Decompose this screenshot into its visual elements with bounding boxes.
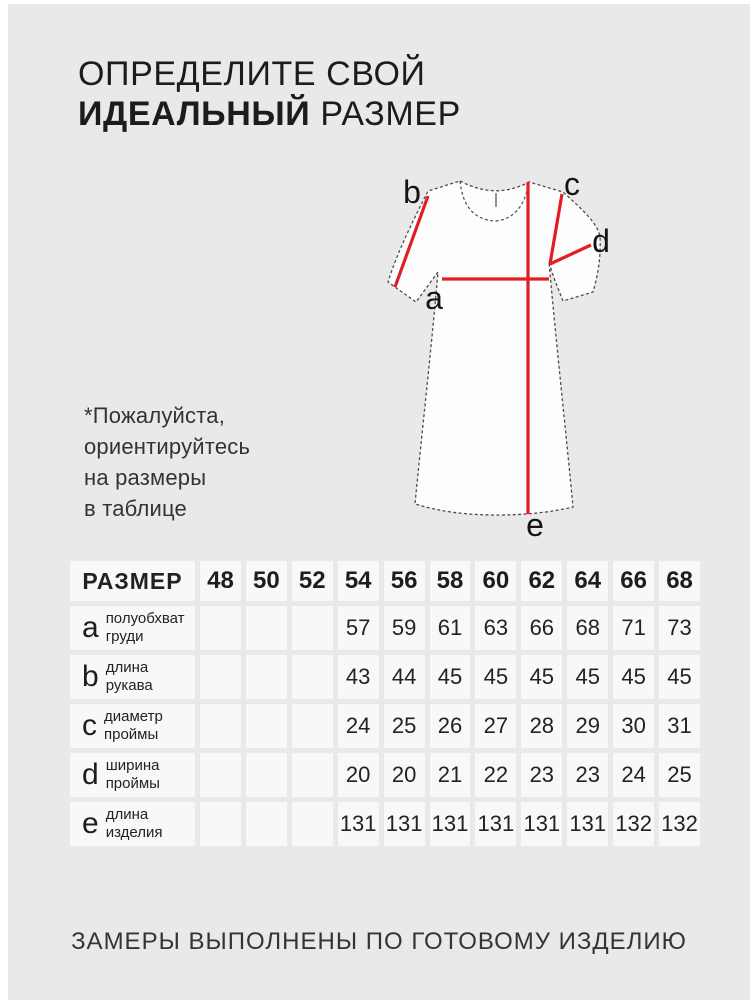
row-letter-d: d <box>82 758 99 791</box>
row-name-c: диаметр проймы <box>104 708 163 743</box>
table-cell-a-66: 71 <box>613 606 654 650</box>
table-cell-b-60: 45 <box>475 655 516 699</box>
measurement-label-d: d <box>592 223 610 259</box>
dress-outline <box>388 181 600 515</box>
table-cell-b-50 <box>246 655 287 699</box>
table-cell-b-62: 45 <box>521 655 562 699</box>
table-cell-e-56: 131 <box>384 802 425 846</box>
table-cell-d-64: 23 <box>567 753 608 797</box>
table-cell-e-64: 131 <box>567 802 608 846</box>
row-letter-e: e <box>82 807 99 840</box>
title-size-word: РАЗМЕР <box>320 95 461 133</box>
table-cell-c-50 <box>246 704 287 748</box>
table-cell-a-58: 61 <box>430 606 471 650</box>
row-name-e: длина изделия <box>105 806 163 841</box>
title-line-2 <box>78 94 461 134</box>
size-table <box>70 561 700 846</box>
table-cell-a-62: 66 <box>521 606 562 650</box>
table-header-size-52: 52 <box>292 561 333 601</box>
table-cell-d-48 <box>200 753 241 797</box>
table-row-label-b <box>70 655 195 699</box>
table-cell-c-52 <box>292 704 333 748</box>
table-cell-d-60: 22 <box>475 753 516 797</box>
table-cell-e-66: 132 <box>613 802 654 846</box>
table-header-size-68: 68 <box>659 561 700 601</box>
table-header-size-62: 62 <box>521 561 562 601</box>
table-cell-e-68: 132 <box>659 802 700 846</box>
table-cell-b-58: 45 <box>430 655 471 699</box>
table-cell-d-56: 20 <box>384 753 425 797</box>
table-header-size-48: 48 <box>200 561 241 601</box>
footer-note: ЗАМЕРЫ ВЫПОЛНЕНЫ ПО ГОТОВОМУ ИЗДЕЛИЮ <box>71 928 687 955</box>
table-cell-a-60: 63 <box>475 606 516 650</box>
table-header-size-60: 60 <box>475 561 516 601</box>
table-cell-d-58: 21 <box>430 753 471 797</box>
measurement-label-b: b <box>403 174 421 210</box>
row-letter-a: a <box>82 611 99 644</box>
note-line-4: в таблице <box>84 496 187 521</box>
page-title <box>78 54 461 134</box>
table-cell-b-68: 45 <box>659 655 700 699</box>
table-cell-c-66: 30 <box>613 704 654 748</box>
table-header-size-54: 54 <box>338 561 379 601</box>
table-cell-c-64: 29 <box>567 704 608 748</box>
note-line-1: *Пожалуйста, <box>84 403 226 428</box>
table-row-label-a <box>70 606 195 650</box>
table-row-label-e <box>70 802 195 846</box>
table-reference-note <box>84 400 250 524</box>
table-row-label-d <box>70 753 195 797</box>
table-cell-c-60: 27 <box>475 704 516 748</box>
table-cell-c-62: 28 <box>521 704 562 748</box>
table-cell-a-68: 73 <box>659 606 700 650</box>
table-cell-a-48 <box>200 606 241 650</box>
table-cell-e-54: 131 <box>338 802 379 846</box>
table-cell-a-50 <box>246 606 287 650</box>
table-cell-e-62: 131 <box>521 802 562 846</box>
row-name-d: ширина проймы <box>105 757 160 792</box>
table-cell-e-50 <box>246 802 287 846</box>
table-cell-d-68: 25 <box>659 753 700 797</box>
table-cell-d-62: 23 <box>521 753 562 797</box>
table-cell-e-52 <box>292 802 333 846</box>
table-cell-e-58: 131 <box>430 802 471 846</box>
table-header-size-64: 64 <box>567 561 608 601</box>
row-name-a: полуобхват груди <box>105 610 185 645</box>
title-line-1: ОПРЕДЕЛИТЕ СВОЙ <box>78 55 426 93</box>
table-cell-c-48 <box>200 704 241 748</box>
table-cell-a-54: 57 <box>338 606 379 650</box>
table-cell-b-56: 44 <box>384 655 425 699</box>
table-header-size-58: 58 <box>430 561 471 601</box>
note-line-2: ориентируйтесь <box>84 434 251 459</box>
table-cell-b-64: 45 <box>567 655 608 699</box>
table-cell-d-50 <box>246 753 287 797</box>
table-cell-b-66: 45 <box>613 655 654 699</box>
table-cell-c-54: 24 <box>338 704 379 748</box>
table-cell-c-68: 31 <box>659 704 700 748</box>
table-header-size-50: 50 <box>246 561 287 601</box>
table-header-size-56: 56 <box>384 561 425 601</box>
table-row-label-c <box>70 704 195 748</box>
dress-diagram <box>360 162 660 542</box>
table-cell-d-54: 20 <box>338 753 379 797</box>
row-letter-b: b <box>82 660 99 693</box>
table-header-size-label: РАЗМЕР <box>70 561 195 601</box>
table-header-size-66: 66 <box>613 561 654 601</box>
row-letter-c: c <box>82 709 97 742</box>
measurement-label-a: a <box>425 280 443 316</box>
title-ideal-word: ИДЕАЛЬНЫЙ <box>78 95 311 133</box>
table-cell-c-58: 26 <box>430 704 471 748</box>
table-cell-c-56: 25 <box>384 704 425 748</box>
table-cell-a-56: 59 <box>384 606 425 650</box>
table-cell-b-52 <box>292 655 333 699</box>
measurement-label-e: e <box>526 507 544 542</box>
measurement-label-c: c <box>564 166 580 202</box>
table-cell-d-52 <box>292 753 333 797</box>
row-name-b: длина рукава <box>105 659 153 694</box>
table-cell-a-64: 68 <box>567 606 608 650</box>
table-cell-b-54: 43 <box>338 655 379 699</box>
table-cell-d-66: 24 <box>613 753 654 797</box>
table-cell-a-52 <box>292 606 333 650</box>
table-cell-e-60: 131 <box>475 802 516 846</box>
note-line-3: на размеры <box>84 465 207 490</box>
table-cell-b-48 <box>200 655 241 699</box>
table-cell-e-48 <box>200 802 241 846</box>
